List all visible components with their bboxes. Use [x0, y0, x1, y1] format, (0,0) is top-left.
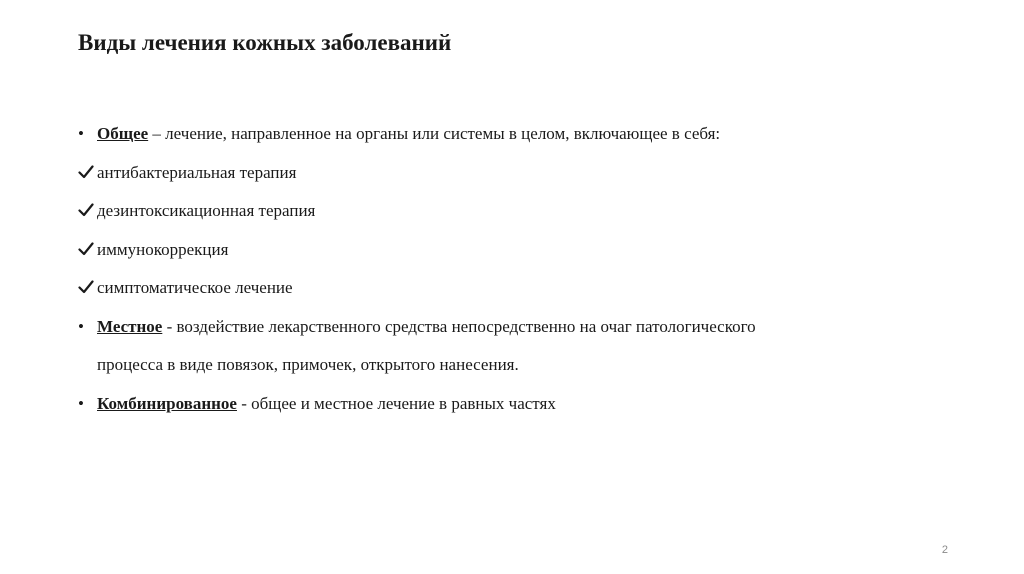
checkmark-icon	[78, 154, 94, 179]
list-item-combined	[78, 385, 958, 424]
bullet-icon: •	[78, 316, 84, 336]
slide-title: Виды лечения кожных заболеваний	[78, 30, 452, 55]
list-item-check	[78, 231, 958, 270]
term-local: Местное	[97, 316, 163, 336]
list-item-check	[78, 269, 958, 308]
item-text-continuation: процесса в виде повязок, примочек, открытого нанесения.	[97, 355, 519, 374]
item-text: антибактериальная терапия	[97, 162, 297, 182]
treatment-list	[78, 115, 958, 423]
page-number: 2	[941, 544, 948, 556]
term-combined: Комбинированное	[97, 393, 237, 413]
bullet-icon: •	[78, 393, 84, 413]
item-text: симптоматическое лечение	[97, 278, 293, 297]
item-text: иммунокоррекция	[97, 239, 229, 259]
list-item-check	[78, 154, 958, 193]
item-text: – лечение, направленное на органы или системы в целом, включающее в себя:	[148, 124, 721, 143]
checkmark-icon	[78, 269, 94, 294]
checkmark-icon	[78, 231, 94, 256]
checkmark-icon	[78, 192, 94, 217]
item-text: - воздействие лекарственного средства непосредственно на очаг патологического	[162, 316, 756, 336]
item-text: дезинтоксикационная терапия	[97, 201, 316, 220]
list-item-general	[78, 115, 958, 154]
list-item-check	[78, 192, 958, 231]
item-text: - общее и местное лечение в равных частях	[236, 393, 556, 413]
bullet-icon: •	[78, 124, 84, 143]
list-item-local	[78, 308, 958, 385]
term-general: Общее	[97, 124, 149, 143]
